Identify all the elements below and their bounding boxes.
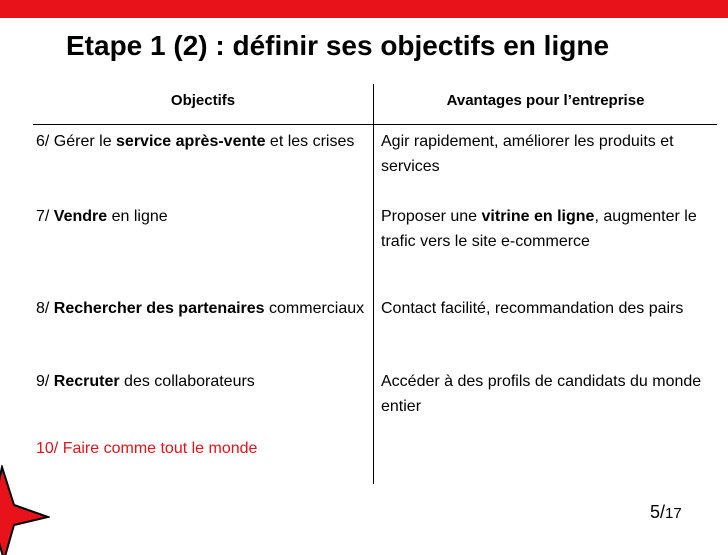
avantage-cell: Proposer une vitrine en ligne, augmenter le trafic vers le site e-commerce [381, 208, 697, 250]
objectif-cell: 6/ Gérer le service après-vente et les crises [36, 133, 355, 150]
header-avantages: Avantages pour l’entreprise [446, 92, 645, 109]
avantage-cell: Agir rapidement, améliorer les produits et services [381, 133, 674, 175]
objectif-cell: 8/ Rechercher des partenaires commerciaux [36, 300, 365, 317]
header-objectifs: Objectifs [170, 92, 236, 109]
header-divider [33, 124, 717, 125]
page-number: 5/17 [650, 502, 682, 522]
objectif-cell: 7/ Vendre en ligne [36, 208, 168, 225]
avantage-cell: Accéder à des profils de candidats du monde entier [381, 373, 702, 415]
column-divider [373, 84, 374, 484]
slide-title: Etape 1 (2) : définir ses objectifs en ligne [66, 30, 610, 61]
red-star-icon [0, 465, 50, 555]
top-red-bar [0, 0, 728, 18]
objectif-cell: 10/ Faire comme tout le monde [36, 440, 258, 457]
avantage-cell: Contact facilité, recommandation des pairs [381, 300, 684, 317]
objectif-cell: 9/ Recruter des collaborateurs [36, 373, 255, 390]
